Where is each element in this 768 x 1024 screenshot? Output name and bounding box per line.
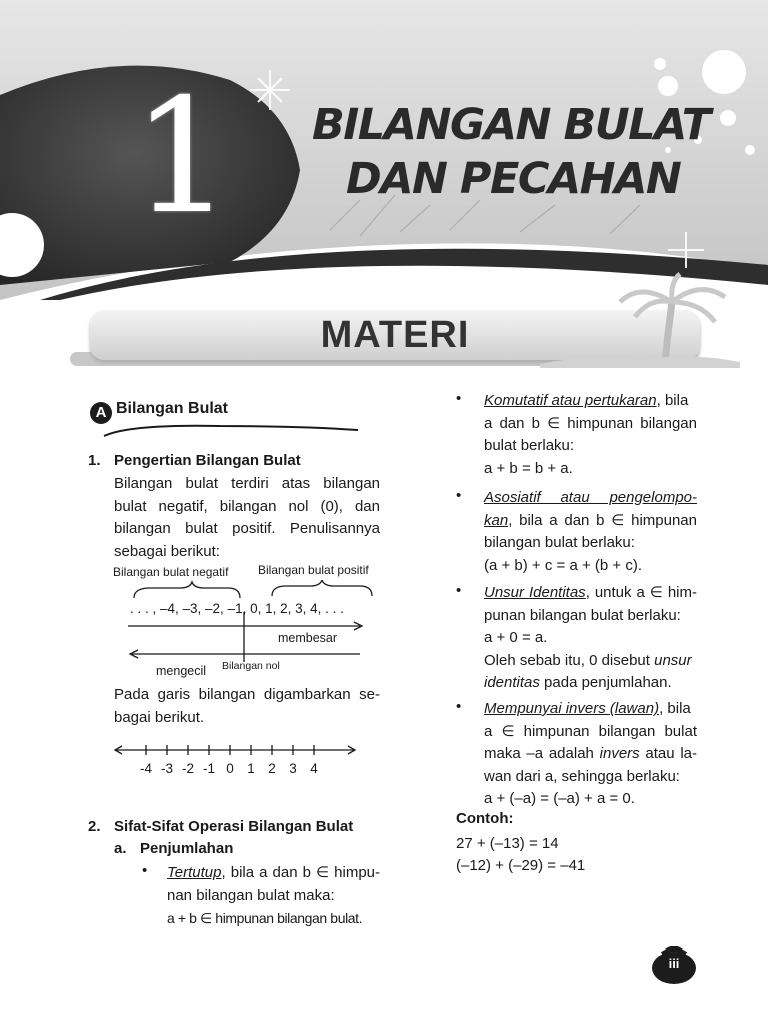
invers-formula: a + (–a) = (–a) + a = 0. — [484, 790, 635, 807]
contoh-ex1: 27 + (–13) = 14 — [456, 835, 559, 852]
number-line — [112, 740, 358, 760]
item1-para2-line: Pada garis bilangan digambarkan se- — [114, 686, 380, 703]
number-line-label: -3 — [160, 761, 173, 776]
number-line-label: 4 — [310, 761, 318, 776]
label-zero: Bilangan nol — [222, 660, 280, 672]
number-line-label: 3 — [289, 761, 297, 776]
bullet-icon: • — [142, 862, 148, 879]
identitas-line5: pada penjumlahan. — [539, 674, 672, 691]
number-line-label: 2 — [268, 761, 276, 776]
identitas-unsur: unsur — [654, 651, 692, 669]
label-increase: membesar — [278, 631, 338, 645]
item2-number: 2. — [88, 818, 101, 835]
invers-line3: maka –a adalah — [484, 745, 600, 762]
identitas-line1: , untuk a ∈ him- — [585, 584, 697, 601]
asosiatif-term2: kan — [484, 511, 509, 529]
tertutup-line1: , bila a dan b ∈ himpu- — [221, 864, 380, 881]
identitas-line4: Oleh sebab itu, 0 disebut — [484, 651, 655, 669]
invers-line3-rest: atau la- — [639, 745, 697, 762]
asosiatif-formula: (a + b) + c = a + (b + c). — [484, 556, 642, 574]
chapter-title-line2: DAN PECAHAN — [346, 154, 681, 204]
chapter-title-line1: BILANGAN BULAT — [312, 100, 710, 150]
item2-title: Sifat-Sifat Operasi Bilangan Bulat — [114, 818, 354, 835]
bullet-icon: • — [456, 698, 462, 715]
number-line-label: -4 — [139, 761, 152, 776]
invers-block — [484, 698, 697, 811]
number-line-label: 1 — [247, 761, 255, 776]
tertutup-line3: a + b ∈ himpunan bilangan bulat. — [167, 910, 363, 926]
invers-line2: a ∈ himpunan bilangan bulat — [484, 722, 697, 740]
tertutup-block — [167, 862, 380, 930]
chapter-banner — [0, 0, 768, 300]
invers-invers: invers — [599, 745, 640, 762]
bullet-icon: • — [456, 582, 462, 599]
invers-line4: wan dari a, sehingga berlaku: — [484, 767, 680, 785]
asosiatif-line3: bilangan bulat berlaku: — [484, 534, 635, 551]
komutatif-term: Komutatif atau pertukaran — [484, 392, 657, 409]
item1-line: bilangan bulat positif. Penulisannya — [114, 520, 380, 537]
number-line-label: 0 — [226, 761, 234, 776]
item1-line: Bilangan bulat terdiri atas bilangan — [114, 475, 380, 492]
komutatif-formula: a + b = b + a. — [484, 459, 573, 477]
number-line-label: -1 — [202, 761, 215, 776]
asosiatif-block — [484, 487, 697, 577]
identitas-line2: punan bilangan bulat berlaku: — [484, 606, 681, 624]
identitas-term: Unsur Identitas — [484, 584, 586, 601]
asosiatif-term: Asosiatif atau pengelompo- — [484, 489, 697, 506]
item1-paragraph — [114, 473, 380, 563]
materi-title: MATERI — [320, 314, 470, 356]
komutatif-block — [484, 390, 697, 480]
item1-number: 1. — [88, 452, 101, 469]
item1-title: Pengertian Bilangan Bulat — [114, 452, 301, 469]
label-positive: Bilangan bulat positif — [258, 563, 369, 577]
invers-line1: , bila — [659, 700, 691, 717]
tertutup-line2: nan bilangan bulat maka: — [167, 886, 335, 904]
sub-a-letter: a. — [114, 840, 127, 857]
bullet-icon: • — [456, 487, 462, 504]
identitas-block — [484, 582, 697, 695]
section-a-title: Bilangan Bulat — [116, 400, 229, 417]
item1-line: bulat negatif, bilangan nol (0), dan — [114, 497, 380, 515]
section-a-badge: A — [90, 402, 112, 424]
sub-a-title: Penjumlahan — [140, 840, 234, 857]
page-number: iii — [668, 956, 680, 971]
integer-sequence: . . . , –4, –3, –2, –1, 0, 1, 2, 3, 4, . . . — [130, 601, 344, 616]
number-line-label: -2 — [181, 761, 194, 776]
section-a-underline — [100, 416, 362, 440]
item1-line: sebagai berikut: — [114, 542, 220, 560]
identitas-identitas: identitas — [484, 674, 540, 691]
chapter-number: 1 — [132, 65, 233, 249]
komutatif-line2: a dan b ∈ himpunan bilangan — [484, 414, 697, 432]
komutatif-line1: , bila — [656, 392, 689, 409]
identitas-formula: a + 0 = a. — [484, 629, 548, 646]
tertutup-term: Tertutup — [167, 864, 222, 881]
item1-paragraph2 — [114, 684, 380, 729]
bullet-icon: • — [456, 390, 462, 407]
contoh-ex2: (–12) + (–29) = –41 — [456, 857, 586, 874]
item1-para2-line: bagai berikut. — [114, 708, 205, 726]
contoh-label: Contoh: — [456, 810, 514, 827]
invers-term: Mempunyai invers (lawan) — [484, 700, 660, 717]
komutatif-line3: bulat berlaku: — [484, 437, 575, 454]
palm-tree-illustration — [540, 272, 740, 368]
label-decrease: mengecil — [156, 664, 207, 678]
asosiatif-line2: , bila a dan b ∈ himpunan — [508, 511, 697, 529]
label-negative: Bilangan bulat negatif — [113, 565, 229, 579]
